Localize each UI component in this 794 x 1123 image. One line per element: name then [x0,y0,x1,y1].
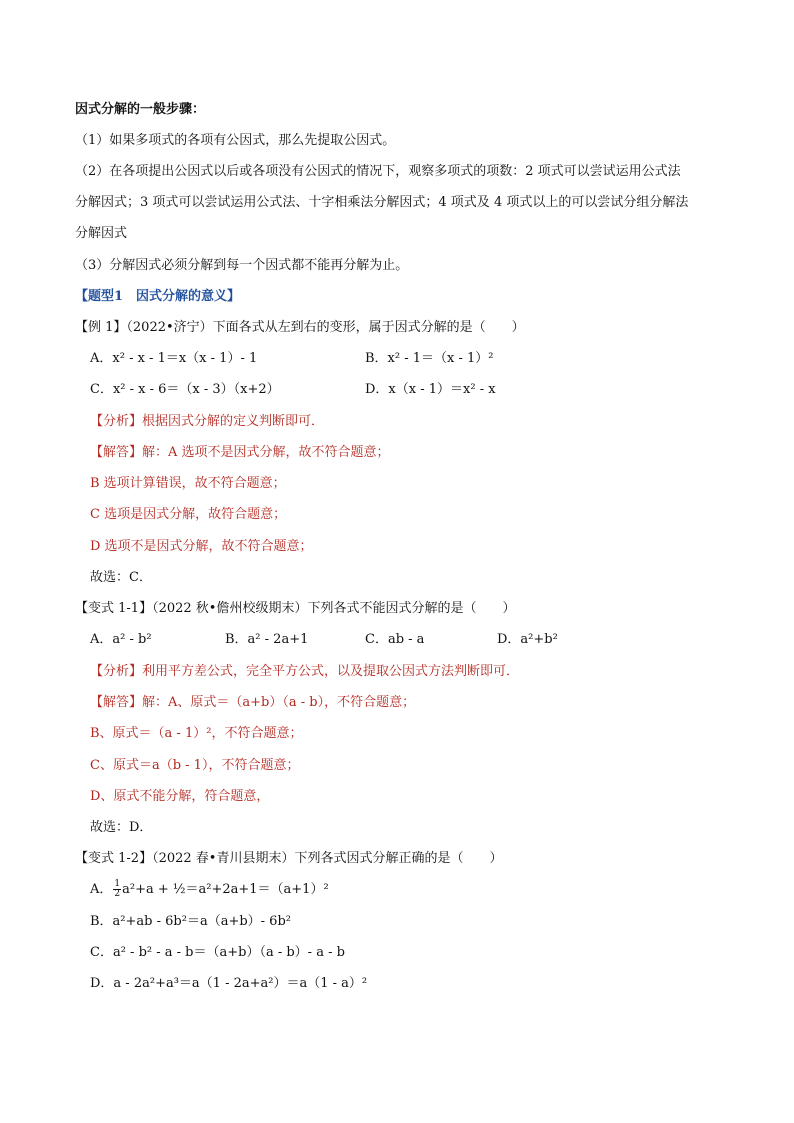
variant-1-1-solution-4: D、原式不能分解，符合题意， [90,789,270,804]
variant-1-1-stem: 【变式 1-1】（2022 秋•儋州校级期末）下列各式不能因式分解的是（ ） [75,601,516,616]
variant-1-2-stem: 【变式 1-2】（2022 春•青川县期末）下列各式因式分解正确的是（ ） [75,851,503,866]
example-1-stem: 【例 1】（2022•济宁）下面各式从左到右的变形，属于因式分解的是（ ） [75,320,525,335]
variant-1-1-option-a: A．a² - b² [90,632,152,647]
variant-1-2-option-a-prefix: A． [90,882,113,897]
example-1-solution-2: B 选项计算错误，故不符合题意； [90,476,286,491]
step-2-line-2: 分解因式；3 项式可以尝试运用公式法、十字相乘法分解因式；4 项式及 4 项式以上的可以尝试分组分解法 [75,195,689,210]
example-1-option-b: B．x² - 1＝（x - 1）² [365,351,494,366]
section-title: 【题型1 因式分解的意义】 [75,289,241,304]
example-1-answer: 故选：C． [90,570,152,585]
variant-1-1-analysis: 【分析】利用平方差公式，完全平方公式，以及提取公因式方法判断即可． [90,664,520,679]
step-2-line-1: （2）在各项提出公因式以后或各项没有公因式的情况下，观察多项式的项数：2 项式可以尝试运用公式法 [75,164,681,179]
example-1-option-d: D．x（x - 1）＝x² - x [365,382,496,397]
example-1-solution-1: 【解答】解：A 选项不是因式分解，故不符合题意； [90,445,390,460]
variant-1-2-option-d: D．a - 2a²+a³＝a（1 - 2a+a²）＝a（1 - a）² [90,976,368,991]
variant-1-1-option-c: C．ab - a [365,632,425,647]
step-2-line-3: 分解因式 [75,226,128,241]
variant-1-1-solution-2: B、原式＝（a - 1）²，不符合题意； [90,726,303,741]
variant-1-2-option-b: B．a²+ab - 6b²＝a（a+b）- 6b² [90,914,291,929]
step-1: （1）如果多项式的各项有公因式，那么先提取公因式。 [75,133,396,148]
variant-1-1-solution-3: C、原式＝a（b - 1），不符合题意； [90,758,300,773]
variant-1-2-option-c: C．a² - b² - a - b＝（a+b）（a - b）- a - b [90,945,345,960]
example-1-solution-4: D 选项不是因式分解，故不符合题意； [90,539,313,554]
step-3: （3）分解因式必须分解到每一个因式都不能再分解为止。 [75,258,409,273]
example-1-option-a: A．x² - x - 1＝x（x - 1）- 1 [90,351,258,366]
fraction-numerator: 1 [114,879,121,889]
example-1-option-c: C．x² - x - 6＝（x - 3）（x+2） [90,382,280,397]
variant-1-1-solution-1: 【解答】解：A、原式＝（a+b）（a - b），不符合题意； [90,695,416,710]
example-1-solution-3: C 选项是因式分解，故符合题意； [90,507,287,522]
fraction-one-half [113,880,121,899]
steps-heading: 因式分解的一般步骤： [75,102,206,117]
variant-1-2-option-a [90,880,329,900]
variant-1-2-option-a-rest: a²+a + ½＝a²+2a+1＝（a+1）² [122,882,329,897]
variant-1-1-answer: 故选：D． [90,820,153,835]
variant-1-1-option-b: B．a² - 2a+1 [225,632,309,647]
example-1-analysis: 【分析】根据因式分解的定义判断即可． [90,414,325,429]
variant-1-1-option-d: D．a²+b² [497,632,558,647]
fraction-denominator: 2 [114,889,121,899]
